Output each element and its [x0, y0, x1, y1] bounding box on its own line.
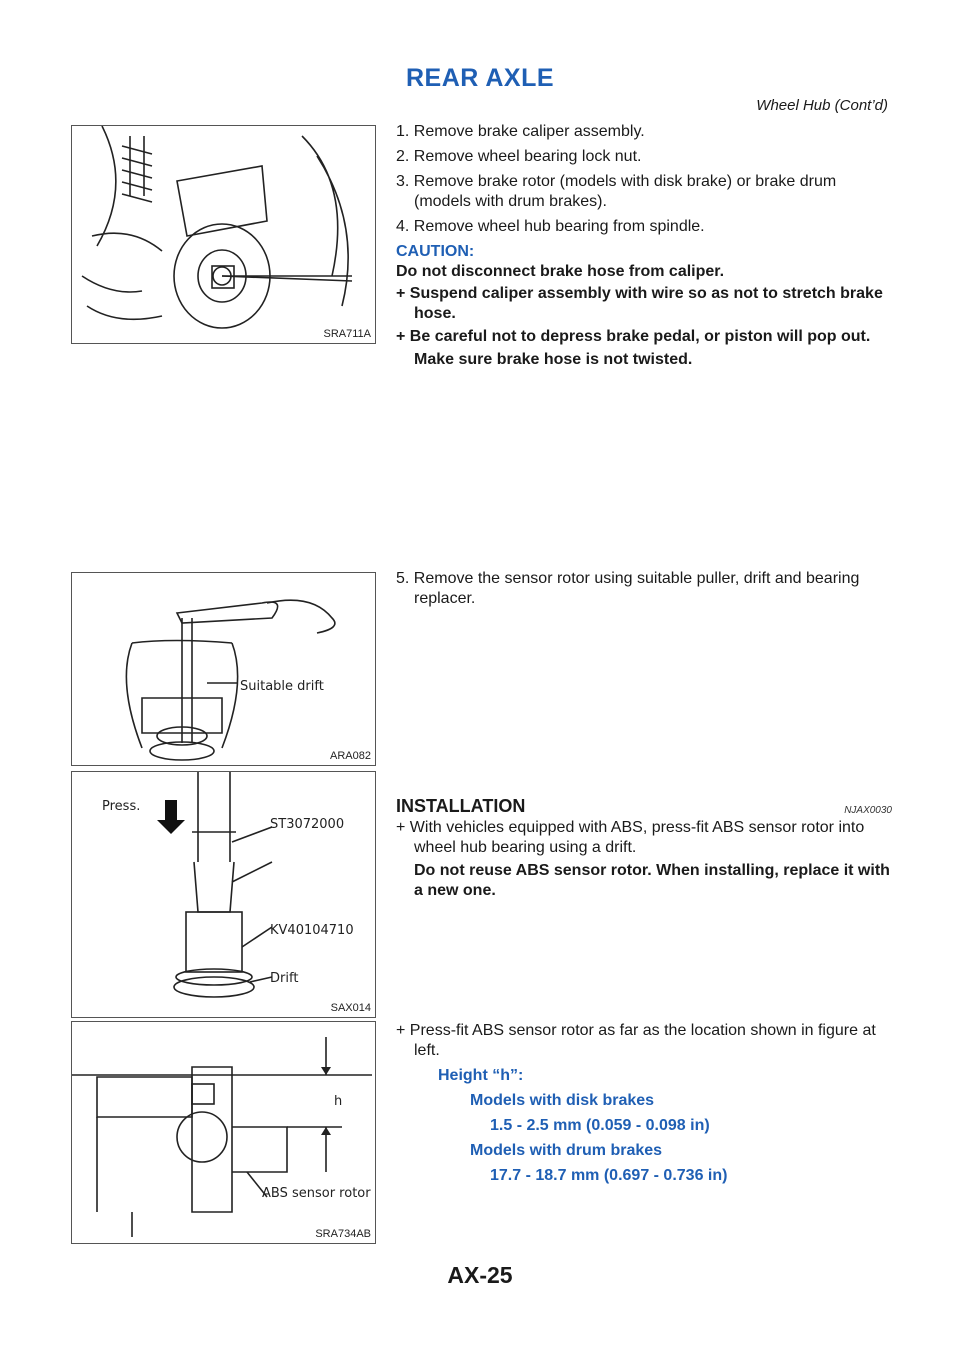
step-3: 3. Remove brake rotor (models with disk brake) or brake drum (models with drum brakes). — [396, 173, 837, 210]
drum-brakes-value: 17.7 - 18.7 mm (0.697 - 0.736 in) — [490, 1167, 728, 1184]
bullet-mark: + — [396, 285, 406, 302]
figure-height-h — [71, 1021, 376, 1244]
hub-removal-illustration — [72, 126, 375, 343]
bullet-text: Press-fit ABS sensor rotor as far as the location shown in figure at left. — [409, 1022, 876, 1059]
height-spec-section — [396, 1021, 892, 1186]
figure-code: SRA734AB — [315, 1228, 371, 1240]
bullet-text: With vehicles equipped with ABS, press-fit ABS sensor rotor into wheel hub bearing using a drift. — [409, 819, 865, 856]
label-drift: Drift — [270, 971, 299, 986]
label-abs-sensor-rotor: ABS sensor rotor — [262, 1186, 371, 1201]
height-h-illustration — [72, 1022, 375, 1243]
caution-text: Do not disconnect brake hose from caliper. — [396, 263, 725, 280]
figure-puller — [71, 572, 376, 766]
disk-brakes-value: 1.5 - 2.5 mm (0.059 - 0.098 in) — [490, 1117, 710, 1134]
figure-code: SRA711A — [323, 328, 371, 340]
label-h: h — [334, 1094, 343, 1109]
figure-hub-removal — [71, 125, 376, 344]
install-note: Do not reuse ABS sensor rotor. When installing, replace it with a new one. — [414, 862, 890, 899]
installation-section — [396, 796, 892, 901]
bullet-mark: + — [396, 819, 406, 836]
label-press: Press. — [102, 799, 141, 814]
figure-press-fit — [71, 771, 376, 1018]
section-code: NJAX0030 — [844, 805, 892, 816]
label-tool1: ST3072000 — [270, 817, 345, 832]
caution-bullet — [396, 327, 892, 347]
step-1: 1. Remove brake caliper assembly. — [396, 123, 645, 140]
height-label: Height “h”: — [438, 1067, 524, 1084]
disk-brakes-label: Models with disk brakes — [470, 1092, 655, 1109]
step-5-section — [396, 569, 892, 614]
caution-label: CAUTION: — [396, 243, 475, 260]
bullet-mark: + — [396, 1022, 406, 1039]
page-subtitle: Wheel Hub (Cont’d) — [756, 97, 888, 114]
installation-title: INSTALLATION — [396, 796, 526, 816]
figure-code: ARA082 — [330, 750, 371, 762]
install-bullet — [396, 1021, 892, 1061]
step-4: 4. Remove wheel hub bearing from spindle. — [396, 218, 705, 235]
figure-code: SAX014 — [330, 1002, 371, 1014]
bullet-mark: + — [396, 328, 406, 345]
arrow-up-icon — [321, 1127, 331, 1135]
label-tool2: KV40104710 — [270, 923, 354, 938]
page-number: AX-25 — [447, 1262, 513, 1288]
step-2: 2. Remove wheel bearing lock nut. — [396, 148, 642, 165]
caution-bullet — [396, 284, 892, 324]
bullet-text: Suspend caliper assembly with wire so as not to stretch brake hose. — [409, 285, 883, 322]
bullet-text: Be careful not to depress brake pedal, or piston will pop out. — [409, 328, 871, 345]
page-title: REAR AXLE — [405, 64, 555, 92]
press-fit-illustration — [72, 772, 375, 1017]
section-title — [396, 796, 892, 816]
drum-brakes-label: Models with drum brakes — [470, 1142, 663, 1159]
removal-section — [396, 122, 892, 370]
install-bullet — [396, 818, 892, 858]
press-arrow-icon — [157, 800, 185, 834]
label-suitable-drift: Suitable drift — [240, 679, 324, 694]
caution-extra: Make sure brake hose is not twisted. — [414, 351, 693, 368]
step-5: 5. Remove the sensor rotor using suitable puller, drift and bearing replacer. — [396, 570, 860, 607]
arrow-down-icon — [321, 1067, 331, 1075]
puller-illustration — [72, 573, 375, 765]
